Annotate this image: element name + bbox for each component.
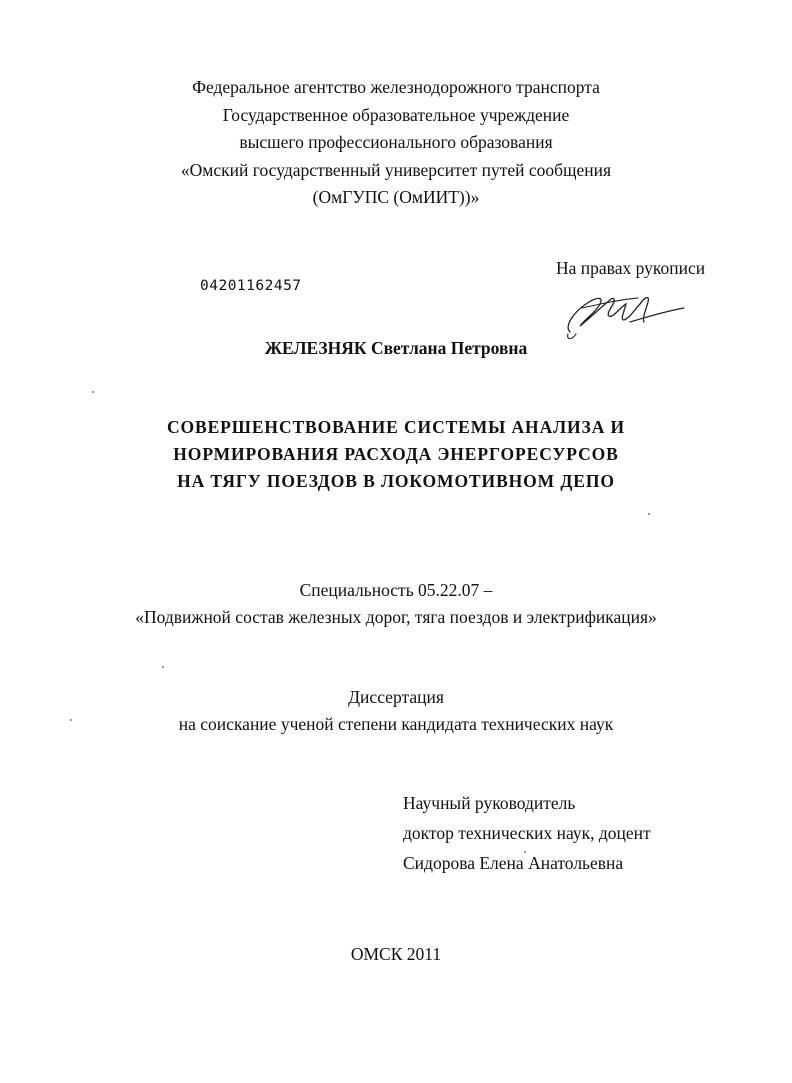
title-line-3: НА ТЯГУ ПОЕЗДОВ В ЛОКОМОТИВНОМ ДЕПО	[177, 471, 615, 491]
scan-speck	[648, 513, 650, 515]
scan-speck	[524, 851, 526, 853]
supervisor-credentials: доктор технических наук, доцент	[403, 823, 651, 843]
degree-line: на соискание ученой степени кандидата технических наук	[178, 714, 614, 734]
dissertation-block	[0, 684, 792, 738]
supervisor-name: Сидорова Елена Анатольевна	[403, 853, 624, 873]
author-name: ЖЕЛЕЗНЯК Светлана Петровна	[264, 338, 528, 358]
title-line-2: НОРМИРОВАНИЯ РАСХОДА ЭНЕРГОРЕСУРСОВ	[173, 444, 619, 464]
specialty-block	[0, 577, 792, 631]
institution-line-type: Государственное образовательное учреждение	[222, 104, 570, 125]
scan-speck	[70, 719, 72, 721]
dissertation-title	[0, 414, 792, 495]
scan-speck	[92, 391, 94, 393]
institution-line-level: высшего профессионального образования	[239, 132, 553, 152]
institution-line-name: «Омский государственный университет путей сообщения	[180, 159, 612, 180]
institution-header	[0, 74, 792, 212]
supervisor-block	[403, 788, 651, 878]
manuscript-note: На правах рукописи	[556, 258, 706, 278]
city-year: ОМСК 2011	[350, 944, 442, 964]
title-line-1: СОВЕРШЕНСТВОВАНИЕ СИСТЕМЫ АНАЛИЗА И	[166, 417, 626, 437]
dissertation-label: Диссертация	[348, 687, 444, 707]
institution-line-agency: Федеральное агентство железнодорожного транспорта	[192, 77, 600, 97]
scan-speck	[162, 666, 164, 668]
specialty-name: «Подвижной состав железных дорог, тяга поездов и электрификация»	[135, 607, 657, 627]
specialty-code: Специальность 05.22.07 –	[299, 580, 493, 600]
serial-number: 04201162457	[200, 278, 302, 294]
supervisor-role: Научный руководитель	[403, 793, 576, 813]
handwritten-signature-icon	[560, 282, 690, 344]
institution-line-abbreviation: (ОмГУПС (ОмИИТ))»	[312, 187, 480, 207]
